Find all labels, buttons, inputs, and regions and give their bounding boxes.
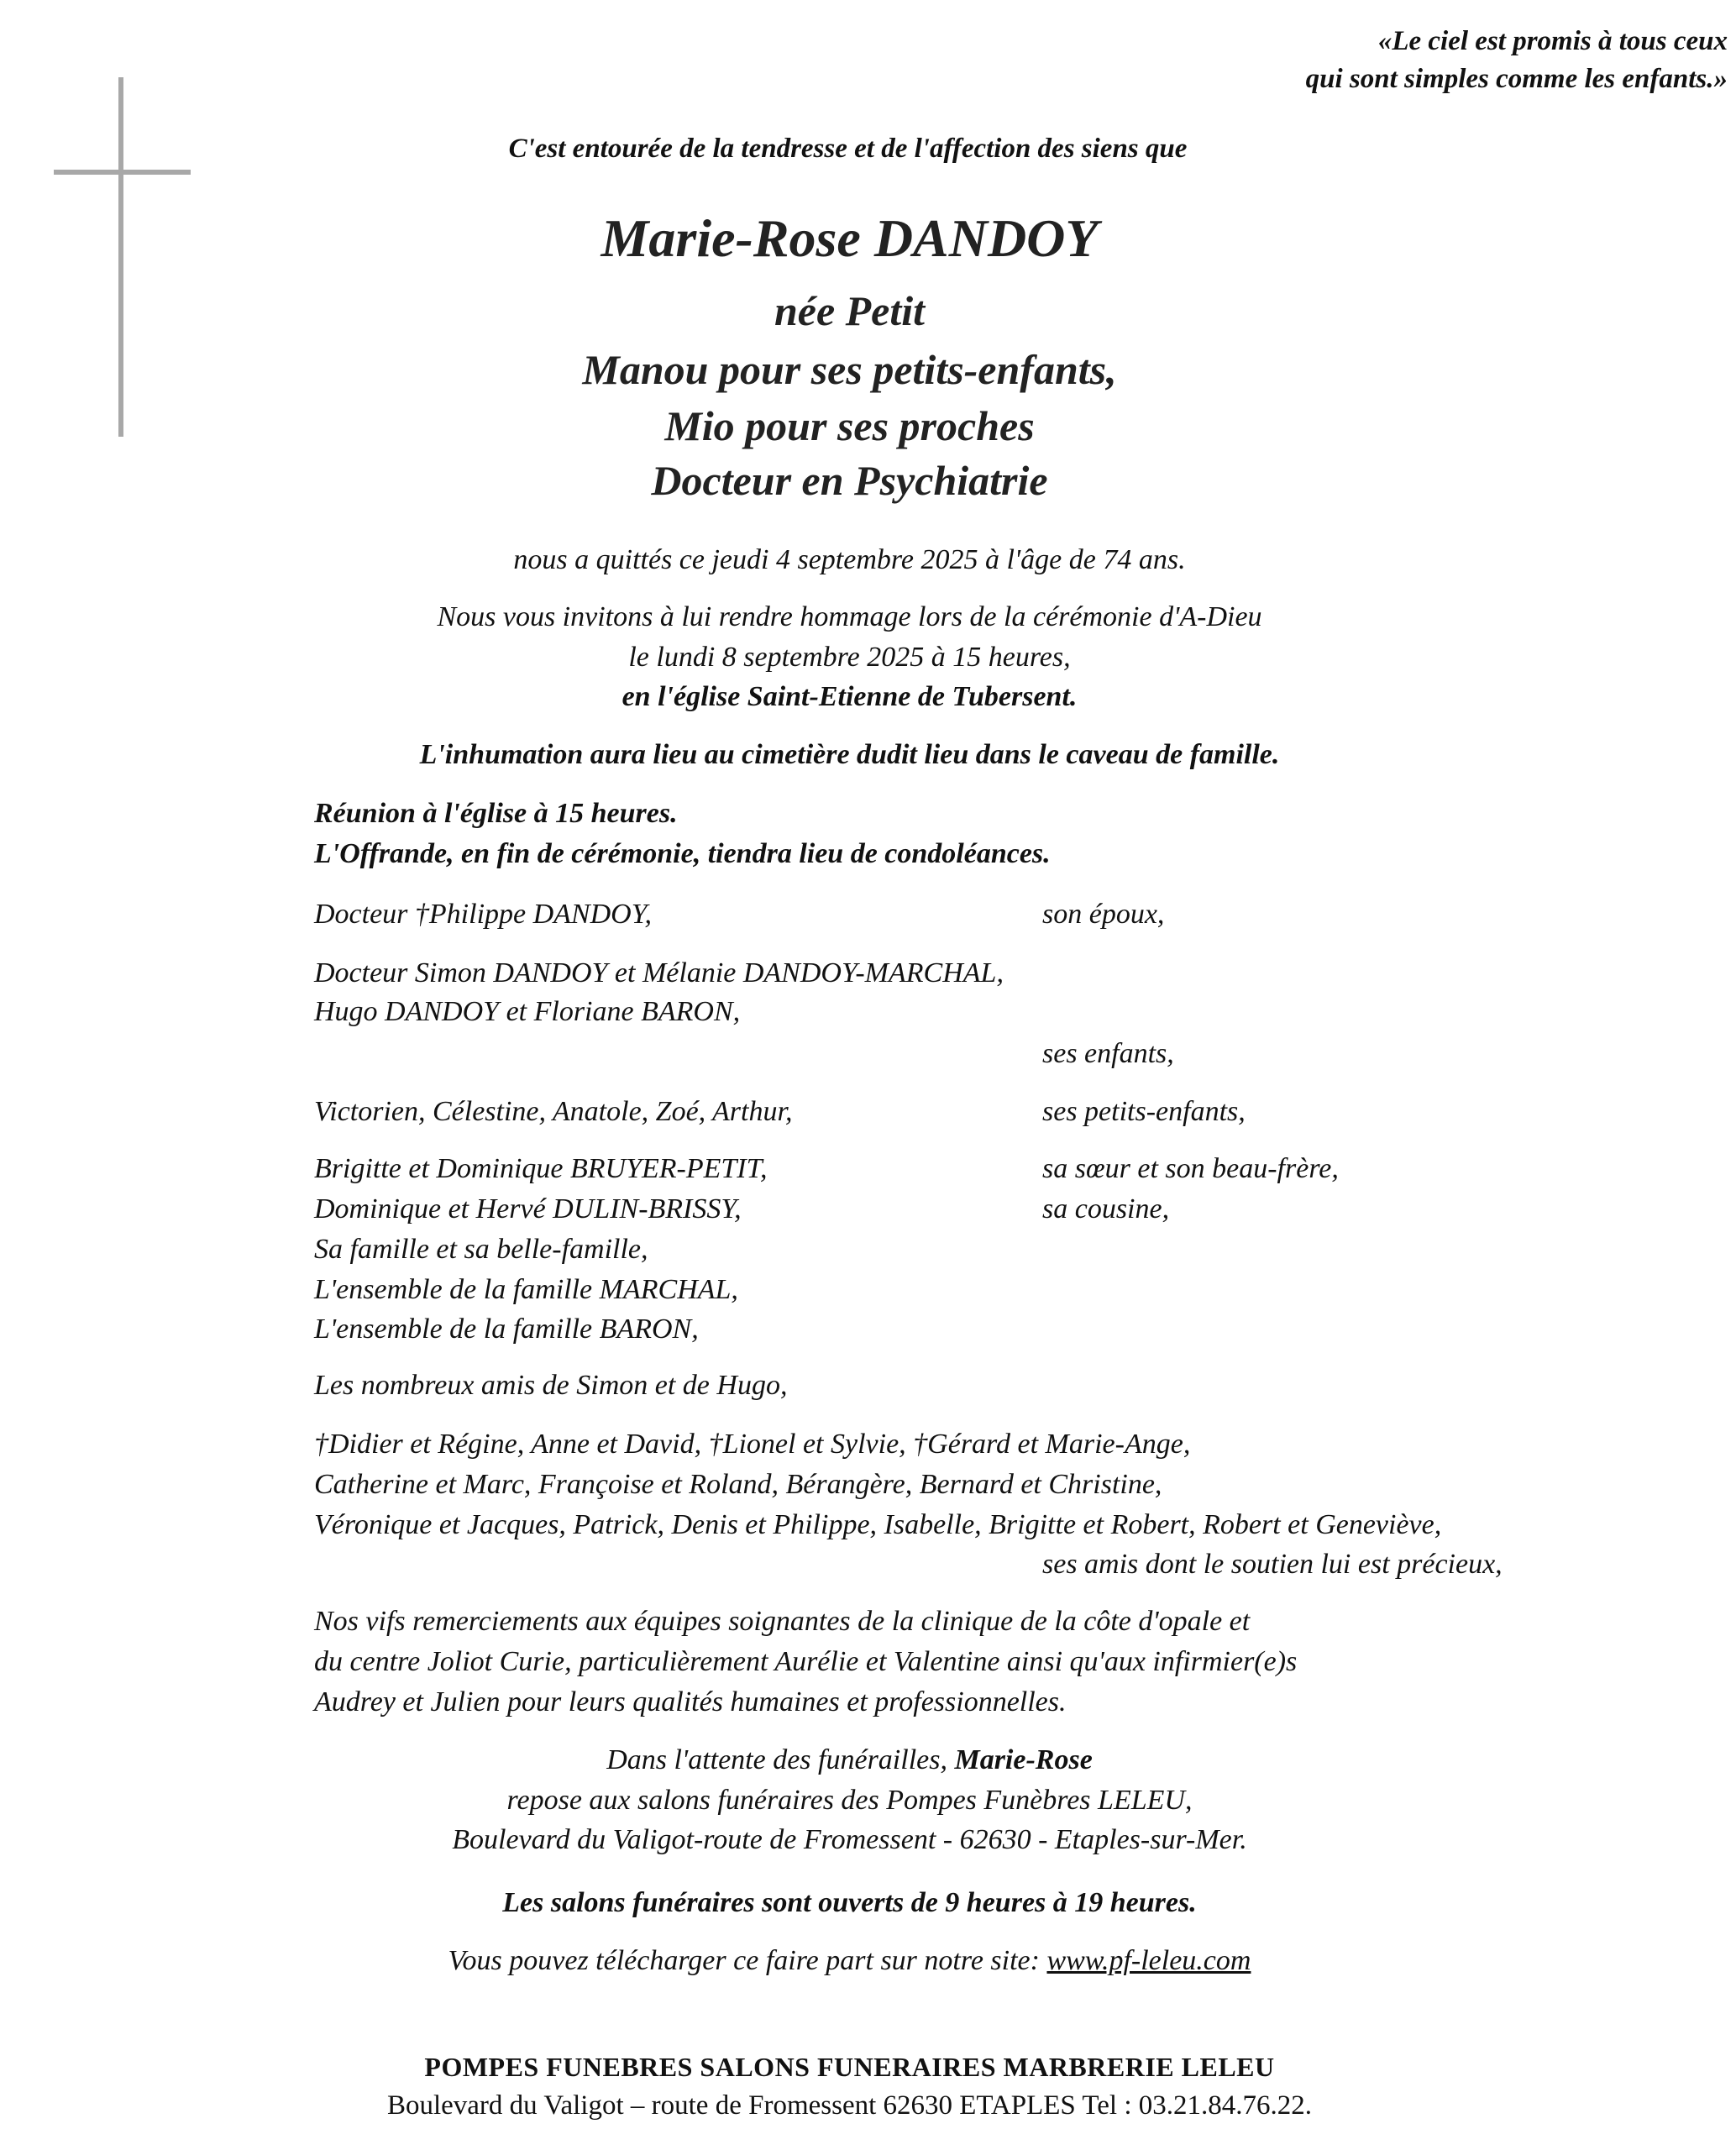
- children-relation: ses enfants,: [1042, 1038, 1174, 1069]
- thanks-line-2: du centre Joliot Curie, particulièrement Aurélie et Valentine ainsi qu'aux infirmier(e)s: [314, 1646, 1298, 1677]
- family-line-3: L'ensemble de la famille BARON,: [314, 1314, 699, 1345]
- nickname-relatives: Mio pour ses proches: [664, 402, 1035, 449]
- children-line-2: Hugo DANDOY et Floriane BARON,: [314, 996, 741, 1027]
- burial-info: L'inhumation aura lieu au cimetière dudit lieu dans le caveau de famille.: [419, 739, 1280, 770]
- rest-address: Boulevard du Valigot-route de Fromessent - 62630 - Etaples-sur-Mer.: [452, 1824, 1247, 1855]
- friends-of-sons: Les nombreux amis de Simon et de Hugo,: [314, 1370, 788, 1401]
- opening-hours: Les salons funéraires sont ouverts de 9 heures à 19 heures.: [502, 1887, 1197, 1918]
- children-line-1: Docteur Simon DANDOY et Mélanie DANDOY-MARCHAL,: [314, 957, 1004, 988]
- spouse-name: Docteur †Philippe DANDOY,: [314, 899, 653, 930]
- death-notice: nous a quittés ce jeudi 4 septembre 2025 à l'âge de 74 ans.: [513, 544, 1186, 575]
- nickname-grandchildren: Manou pour ses petits-enfants,: [582, 346, 1117, 393]
- spouse-relation: son époux,: [1042, 899, 1165, 930]
- cousin-names: Dominique et Hervé DULIN-BRISSY,: [314, 1193, 742, 1224]
- download-line: [0, 1947, 1718, 1975]
- footer-address: Boulevard du Valigot – route de Fromessent 62630 ETAPLES Tel : 03.21.84.76.22.: [386, 2090, 1313, 2121]
- footer-company: POMPES FUNEBRES SALONS FUNERAIRES MARBRERIE LELEU: [424, 2052, 1275, 2082]
- friends-line-3: Véronique et Jacques, Patrick, Denis et Philippe, Isabelle, Brigitte et Robert, Robert et Geneviève,: [314, 1509, 1442, 1540]
- friends-relation: ses amis dont le soutien lui est précieux,: [1042, 1549, 1503, 1580]
- meeting-info: Réunion à l'église à 15 heures.: [314, 798, 678, 829]
- website-link[interactable]: www.pf-leleu.com: [1046, 1945, 1251, 1976]
- family-line-2: L'ensemble de la famille MARCHAL,: [314, 1274, 738, 1305]
- thanks-line-3: Audrey et Julien pour leurs qualités humaines et professionnelles.: [314, 1686, 1067, 1717]
- professional-title: Docteur en Psychiatrie: [651, 457, 1048, 504]
- rest-line-2: repose aux salons funéraires des Pompes Funèbres LELEU,: [506, 1785, 1193, 1816]
- ceremony-location: en l'église Saint-Etienne de Tubersent.: [621, 681, 1078, 712]
- cousin-relation: sa cousine,: [1042, 1193, 1170, 1224]
- maiden-name: née Petit: [774, 287, 926, 334]
- deceased-name: Marie-Rose DANDOY: [601, 208, 1099, 268]
- ceremony-line-2: le lundi 8 septembre 2025 à 15 heures,: [628, 642, 1071, 673]
- grandchildren-relation: ses petits-enfants,: [1042, 1096, 1246, 1127]
- intro-text: C'est entourée de la tendresse et de l'affection des siens que: [508, 134, 1188, 164]
- grandchildren-names: Victorien, Célestine, Anatole, Zoé, Arthur,: [314, 1096, 793, 1127]
- rest-name: Marie-Rose: [954, 1744, 1093, 1775]
- sibling-names: Brigitte et Dominique BRUYER-PETIT,: [314, 1153, 768, 1184]
- rest-intro: Dans l'attente des funérailles,: [606, 1744, 955, 1775]
- thanks-line-1: Nos vifs remerciements aux équipes soignantes de la clinique de la côte d'opale et: [314, 1606, 1251, 1637]
- epigraph-line-2: qui sont simples comme les enfants.»: [1305, 64, 1728, 94]
- family-line-1: Sa famille et sa belle-famille,: [314, 1234, 648, 1265]
- ceremony-line-1: Nous vous invitons à lui rendre hommage lors de la cérémonie d'A-Dieu: [437, 601, 1262, 632]
- offering-info: L'Offrande, en fin de cérémonie, tiendra lieu de condoléances.: [314, 838, 1051, 869]
- sibling-relation: sa sœur et son beau-frère,: [1042, 1153, 1339, 1184]
- epigraph-line-1: «Le ciel est promis à tous ceux: [1377, 26, 1728, 56]
- cross-icon-bar: [54, 170, 191, 175]
- download-text: Vous pouvez télécharger ce faire part sur notre site:: [448, 1945, 1047, 1976]
- friends-line-1: †Didier et Régine, Anne et David, †Lionel et Sylvie, †Gérard et Marie-Ange,: [314, 1429, 1191, 1460]
- rest-line-1: [0, 1746, 1718, 1775]
- friends-line-2: Catherine et Marc, Françoise et Roland, Bérangère, Bernard et Christine,: [314, 1469, 1162, 1500]
